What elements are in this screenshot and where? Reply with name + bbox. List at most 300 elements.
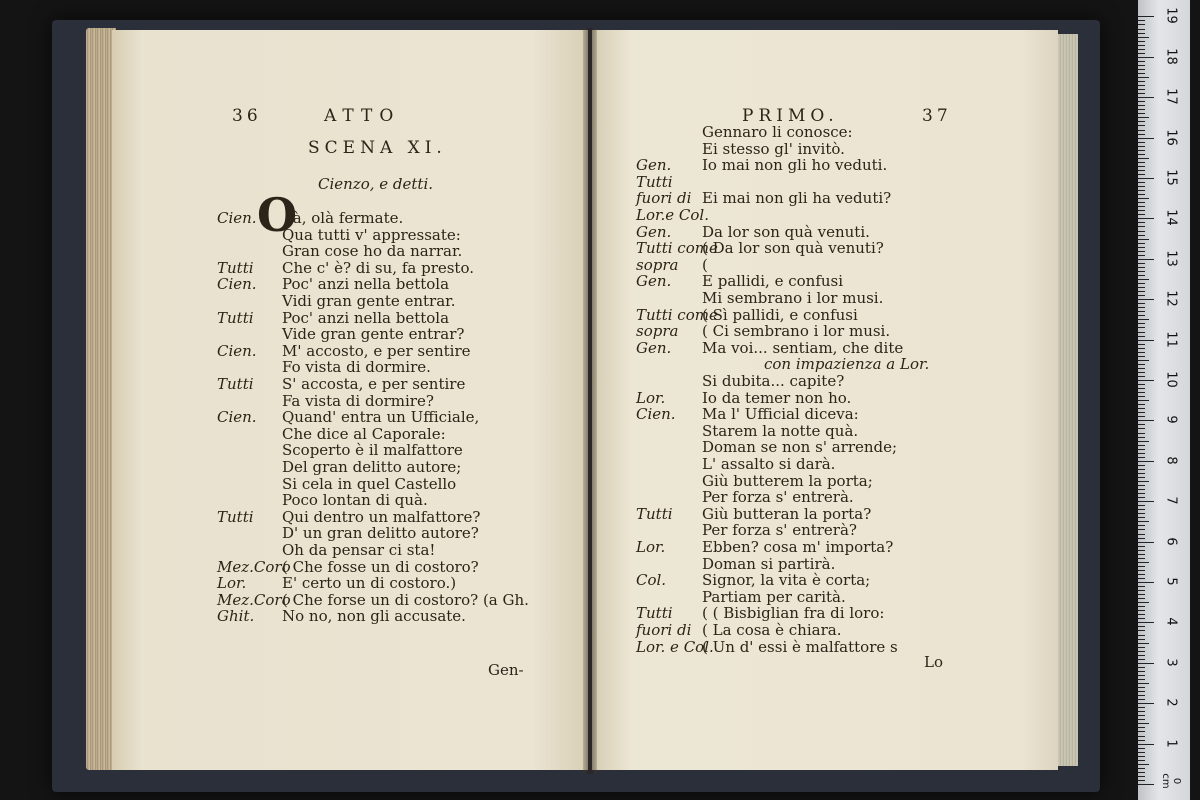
ruler-tick — [1138, 756, 1145, 757]
ruler-tick — [1138, 412, 1145, 413]
verse-line: ( ( Bisbiglian fra di loro: — [702, 604, 885, 623]
ruler-tick — [1138, 594, 1145, 595]
ruler-tick — [1138, 416, 1145, 417]
ruler-tick — [1138, 780, 1145, 781]
verse-line: ( Sì pallidi, e confusi — [702, 305, 858, 324]
ruler-tick — [1138, 764, 1149, 765]
ruler-tick — [1138, 445, 1145, 446]
speaker-label: Lor. e Col. — [636, 637, 714, 656]
ruler-tick — [1138, 695, 1145, 696]
verse-line: Partiam per carità. — [702, 587, 846, 606]
ruler-tick — [1138, 275, 1145, 276]
ruler-tick — [1138, 194, 1145, 195]
ruler-tick — [1138, 162, 1145, 163]
ruler-tick — [1138, 299, 1154, 300]
verse-line: Io da temer non ho. — [702, 388, 852, 407]
ruler-tick — [1138, 727, 1145, 728]
ruler-tick — [1138, 683, 1149, 684]
ruler-tick — [1138, 715, 1145, 716]
verse-line: No no, non gli accusate. — [282, 607, 466, 626]
ruler-tick — [1138, 538, 1145, 539]
ruler-tick — [1138, 707, 1145, 708]
ruler-tick — [1138, 396, 1145, 397]
speaker-label: Gen. — [636, 338, 672, 357]
ruler-tick — [1138, 255, 1145, 256]
ruler-tick — [1138, 154, 1145, 155]
verse-line: Gennaro li conosce: — [702, 123, 853, 141]
verse-line: ( La cosa è chiara. — [702, 621, 842, 639]
ruler-tick — [1138, 667, 1145, 668]
ruler-tick — [1138, 655, 1145, 656]
ruler-tick — [1138, 675, 1145, 676]
ruler-tick — [1138, 703, 1154, 704]
verse-line: Poco lontan di quà. — [282, 491, 428, 510]
ruler-tick — [1138, 198, 1149, 199]
ruler-tick — [1138, 748, 1145, 749]
ruler-tick — [1138, 271, 1145, 272]
ruler-number: 15 — [1163, 169, 1179, 186]
verse-line: Signor, la vita è corta; — [702, 571, 871, 590]
drop-cap: O — [257, 188, 298, 242]
ruler-number: 5 — [1163, 577, 1179, 586]
ruler-tick — [1138, 546, 1145, 547]
verse-line: Da lor son quà venuti. — [702, 222, 870, 241]
speaker-label: Mez.Coro — [217, 590, 291, 609]
verse-line: D' un gran delitto autore? — [282, 524, 479, 543]
ruler-tick — [1138, 635, 1145, 636]
ruler-tick — [1138, 73, 1145, 74]
ruler-tick — [1138, 138, 1154, 139]
ruler-tick — [1138, 267, 1145, 268]
ruler-tick — [1138, 469, 1145, 470]
speaker-label: Lor. — [636, 388, 666, 407]
ruler-tick — [1138, 174, 1145, 175]
ruler-tick — [1138, 45, 1145, 46]
ruler-number: 1 — [1163, 738, 1179, 748]
verse-line: là, olà fermate. — [288, 209, 404, 227]
ruler-tick — [1138, 517, 1145, 518]
speaker-label: Lor. — [217, 574, 247, 593]
verse-line: Doman si partirà. — [702, 554, 836, 573]
ruler-tick — [1138, 437, 1145, 438]
ruler-tick — [1138, 566, 1145, 567]
speaker-label: Tutti — [636, 504, 673, 523]
speaker-label: Tutti — [636, 172, 673, 191]
ruler-number: 7 — [1163, 496, 1179, 505]
ruler-tick — [1138, 485, 1145, 486]
scale-ruler — [1138, 0, 1190, 800]
ruler-tick — [1138, 105, 1145, 106]
ruler-tick — [1138, 130, 1145, 131]
ruler-tick — [1138, 61, 1145, 62]
right-catchword: Lo — [924, 653, 943, 671]
ruler-tick — [1138, 534, 1145, 535]
verse-line: Oh da pensar ci sta! — [282, 541, 436, 559]
ruler-tick — [1138, 752, 1145, 753]
speaker-label: Tutti — [217, 258, 254, 277]
ruler-tick — [1138, 360, 1149, 361]
ruler-tick — [1138, 24, 1145, 25]
ruler-tick — [1138, 158, 1149, 159]
ruler-tick — [1138, 29, 1145, 30]
ruler-tick — [1138, 639, 1145, 640]
speaker-label: fuori di — [636, 189, 692, 208]
ruler-tick — [1138, 356, 1145, 357]
ruler-tick — [1138, 239, 1149, 240]
verse-line: Vidi gran gente entrar. — [282, 292, 456, 310]
ruler-tick — [1138, 190, 1145, 191]
verse-line: M' accosto, e per sentire — [282, 341, 471, 360]
ruler-tick — [1138, 348, 1145, 349]
ruler-tick — [1138, 529, 1145, 530]
ruler-tick — [1138, 388, 1145, 389]
ruler-tick — [1138, 125, 1145, 126]
verse-line: S' accosta, e per sentire — [282, 375, 466, 393]
ruler-tick — [1138, 65, 1145, 66]
speaker-label: Cien. — [217, 275, 257, 294]
ruler-tick — [1138, 699, 1145, 700]
ruler-tick — [1138, 493, 1145, 494]
ruler-tick — [1138, 336, 1145, 337]
ruler-tick — [1138, 380, 1154, 381]
ruler-tick — [1138, 441, 1149, 442]
ruler-tick — [1138, 614, 1145, 615]
ruler-tick — [1138, 433, 1145, 434]
ruler-tick — [1138, 582, 1154, 583]
ruler-tick — [1138, 562, 1149, 563]
ruler-tick — [1138, 311, 1145, 312]
ruler-tick — [1138, 457, 1145, 458]
verse-line: E pallidi, e confusi — [702, 272, 844, 291]
ruler-tick — [1138, 243, 1145, 244]
ruler-tick — [1138, 121, 1145, 122]
ruler-tick — [1138, 332, 1145, 333]
ruler-tick — [1138, 424, 1145, 425]
verse-line: Ei stesso gl' invitò. — [702, 139, 845, 158]
ruler-tick — [1138, 178, 1154, 179]
verse-line: Scoperto è il malfattore — [282, 441, 463, 460]
ruler-tick — [1138, 671, 1145, 672]
ruler-tick — [1138, 33, 1145, 34]
ruler-tick — [1138, 53, 1145, 54]
ruler-tick — [1138, 392, 1145, 393]
speaker-label: Cien. — [217, 341, 257, 360]
verse-line: Si dubita... capite? — [702, 372, 845, 390]
verse-line: Qua tutti v' appressate: — [282, 225, 461, 244]
speaker-label: sopra — [636, 255, 679, 274]
ruler-tick — [1138, 142, 1145, 143]
ruler-number: 4 — [1163, 617, 1179, 627]
verse-line: Fo vista di dormire. — [282, 358, 431, 377]
speaker-label: Tutti come — [636, 239, 718, 258]
ruler-tick — [1138, 449, 1145, 450]
ruler-tick — [1138, 473, 1145, 474]
ruler-tick — [1138, 626, 1145, 627]
ruler-number: 18 — [1163, 48, 1179, 65]
ruler-tick — [1138, 251, 1145, 252]
ruler-number: 6 — [1163, 536, 1179, 546]
ruler-number: 17 — [1163, 88, 1179, 105]
ruler-tick — [1138, 481, 1149, 482]
ruler-number: 2 — [1163, 698, 1179, 707]
right-page-number: 37 — [922, 106, 952, 126]
speaker-label: Cien. — [217, 408, 257, 427]
ruler-tick — [1138, 776, 1145, 777]
verse-line: Doman se non s' arrende; — [702, 438, 898, 457]
ruler-number: 3 — [1163, 658, 1179, 667]
ruler-tick — [1138, 521, 1149, 522]
ruler-tick — [1138, 85, 1145, 86]
ruler-tick — [1138, 150, 1145, 151]
speaker-label: Tutti come — [636, 305, 718, 324]
verse-line: Per forza s' entrerà. — [702, 488, 854, 507]
speaker-label: Cien. — [217, 209, 257, 227]
verse-line: Per forza s' entrerà? — [702, 521, 857, 540]
ruler-tick — [1138, 602, 1149, 603]
verse-line: Giù butterem la porta; — [702, 471, 873, 490]
ruler-tick — [1138, 93, 1145, 94]
ruler-tick — [1138, 760, 1145, 761]
ruler-tick — [1138, 340, 1154, 341]
ruler-tick — [1138, 723, 1149, 724]
ruler-tick — [1138, 428, 1145, 429]
verse-line: Gran cose ho da narrar. — [282, 242, 463, 261]
ruler-tick — [1138, 659, 1145, 660]
ruler-tick — [1138, 598, 1145, 599]
ruler-number: 16 — [1163, 128, 1179, 146]
left-page-number: 36 — [232, 106, 262, 126]
ruler-tick — [1138, 170, 1145, 171]
ruler-tick — [1138, 37, 1149, 38]
ruler-tick — [1138, 344, 1145, 345]
ruler-tick — [1138, 283, 1145, 284]
ruler-tick — [1138, 327, 1145, 328]
ruler-tick — [1138, 736, 1145, 737]
ruler-tick — [1138, 525, 1145, 526]
verse-line: con impazienza a Lor. — [764, 355, 930, 374]
verse-line: Fa vista di dormire? — [282, 391, 434, 410]
verse-line: Vide gran gente entrar? — [282, 325, 465, 344]
ruler-tick — [1138, 89, 1145, 90]
ruler-tick — [1138, 465, 1145, 466]
left-catchword: Gen- — [488, 661, 524, 679]
ruler-tick — [1138, 784, 1154, 785]
speaker-label: sopra — [636, 322, 679, 341]
verse-line: Poc' anzi nella bettola — [282, 308, 450, 327]
verse-line: Mi sembrano i lor musi. — [702, 289, 884, 307]
ruler-tick — [1138, 315, 1145, 316]
ruler-tick — [1138, 49, 1145, 50]
ruler-tick — [1138, 259, 1154, 260]
ruler-tick — [1138, 323, 1145, 324]
ruler-tick — [1138, 134, 1145, 135]
ruler-tick — [1138, 643, 1149, 644]
scene-subtitle: Cienzo, e detti. — [318, 175, 434, 193]
ruler-number: 19 — [1163, 7, 1179, 25]
speaker-label: Ghit. — [217, 607, 255, 626]
ruler-tick — [1138, 210, 1145, 211]
ruler-tick — [1138, 679, 1145, 680]
verse-line: E' certo un di costoro.) — [282, 574, 457, 593]
ruler-tick — [1138, 477, 1145, 478]
ruler-number: 10 — [1163, 371, 1179, 388]
verse-line: L' assalto si darà. — [702, 455, 836, 473]
ruler-tick — [1138, 295, 1145, 296]
ruler-tick — [1138, 109, 1145, 110]
ruler-tick — [1138, 590, 1145, 591]
ruler-tick — [1138, 307, 1145, 308]
ruler-tick — [1138, 574, 1145, 575]
verse-line: Ma l' Ufficial diceva: — [702, 405, 859, 424]
speaker-label: Lor. — [636, 538, 666, 556]
verse-line: Poc' anzi nella bettola — [282, 275, 450, 294]
ruler-tick — [1138, 420, 1154, 421]
verse-line: Del gran delitto autore; — [282, 458, 462, 476]
ruler-number: 14 — [1163, 209, 1179, 227]
verse-line: ( Che fosse un di costoro? — [282, 557, 479, 576]
verse-line: Io mai non gli ho veduti. — [702, 156, 888, 175]
speaker-label: Gen. — [636, 222, 672, 241]
book-gutter — [583, 28, 597, 774]
ruler-tick — [1138, 554, 1145, 555]
ruler-tick — [1138, 558, 1145, 559]
left-running-head: ATTO — [324, 106, 401, 126]
ruler-tick — [1138, 586, 1145, 587]
ruler-tick — [1138, 372, 1145, 373]
ruler-tick — [1138, 731, 1145, 732]
ruler-tick — [1138, 352, 1145, 353]
ruler-tick — [1138, 711, 1145, 712]
ruler-tick — [1138, 453, 1145, 454]
ruler-tick — [1138, 368, 1145, 369]
right-running-head: PRIMO. — [742, 106, 839, 126]
verse-line: ( — [702, 255, 708, 274]
ruler-tick — [1138, 509, 1145, 510]
ruler-tick — [1138, 279, 1149, 280]
ruler-unit-label: 0 cm — [1160, 773, 1182, 789]
verse-line: Qui dentro un malfattore? — [282, 507, 481, 526]
verse-line: ( Ci sembrano i lor musi. — [702, 322, 891, 341]
ruler-tick — [1138, 630, 1145, 631]
ruler-tick — [1138, 247, 1145, 248]
ruler-tick — [1138, 542, 1154, 543]
ruler-tick — [1138, 740, 1145, 741]
ruler-tick — [1138, 303, 1145, 304]
speaker-label: Tutti — [217, 375, 254, 393]
ruler-tick — [1138, 618, 1145, 619]
ruler-tick — [1138, 384, 1145, 385]
ruler-number: 13 — [1163, 250, 1179, 267]
ruler-tick — [1138, 461, 1154, 462]
ruler-tick — [1138, 772, 1145, 773]
ruler-tick — [1138, 719, 1145, 720]
verse-line: ( Da lor son quà venuti? — [702, 239, 884, 258]
ruler-tick — [1138, 16, 1154, 17]
ruler-tick — [1138, 513, 1145, 514]
ruler-tick — [1138, 570, 1145, 571]
speaker-label: fuori di — [636, 621, 692, 639]
ruler-tick — [1138, 222, 1145, 223]
ruler-tick — [1138, 235, 1145, 236]
speaker-label: Lor.e Col. — [636, 206, 710, 224]
verse-line: Starem la notte quà. — [702, 421, 859, 440]
ruler-tick — [1138, 202, 1145, 203]
ruler-number: 11 — [1163, 330, 1179, 348]
ruler-tick — [1138, 319, 1149, 320]
ruler-tick — [1138, 117, 1149, 118]
right-page — [592, 30, 1058, 770]
ruler-tick — [1138, 146, 1145, 147]
verse-line: Si cela in quel Castello — [282, 474, 457, 493]
ruler-tick — [1138, 663, 1154, 664]
left-page — [112, 30, 588, 770]
verse-line: Che c' è? di su, fa presto. — [282, 258, 474, 277]
verse-line: Ebben? cosa m' importa? — [702, 538, 894, 556]
speaker-label: Tutti — [636, 604, 673, 623]
right-page-edges — [1056, 34, 1078, 766]
ruler-tick — [1138, 291, 1145, 292]
ruler-tick — [1138, 97, 1154, 98]
speaker-label: Gen. — [636, 272, 672, 291]
ruler-tick — [1138, 186, 1145, 187]
ruler-tick — [1138, 647, 1145, 648]
ruler-tick — [1138, 41, 1145, 42]
speaker-label: Mez.Coro — [217, 557, 291, 576]
ruler-tick — [1138, 505, 1145, 506]
ruler-tick — [1138, 376, 1145, 377]
ruler-tick — [1138, 364, 1145, 365]
verse-line: Giù butteran la porta? — [702, 504, 872, 523]
ruler-number: 9 — [1163, 415, 1179, 425]
speaker-label: Col. — [636, 571, 667, 590]
ruler-tick — [1138, 214, 1145, 215]
ruler-tick — [1138, 768, 1145, 769]
verse-line: Ei mai non gli ha veduti? — [702, 189, 892, 208]
ruler-tick — [1138, 501, 1154, 502]
ruler-tick — [1138, 218, 1154, 219]
ruler-tick — [1138, 691, 1145, 692]
ruler-tick — [1138, 400, 1149, 401]
ruler-tick — [1138, 77, 1149, 78]
ruler-tick — [1138, 622, 1154, 623]
ruler-tick — [1138, 206, 1145, 207]
verse-line: ( Un d' essi è malfattore s — [702, 637, 898, 656]
ruler-tick — [1138, 408, 1145, 409]
verse-line: Quand' entra un Ufficiale, — [282, 408, 480, 427]
ruler-tick — [1138, 744, 1154, 745]
ruler-tick — [1138, 404, 1145, 405]
ruler-tick — [1138, 687, 1145, 688]
verse-line: Ma voi... sentiam, che dite — [702, 338, 904, 357]
ruler-tick — [1138, 497, 1145, 498]
ruler-tick — [1138, 550, 1145, 551]
ruler-tick — [1138, 578, 1145, 579]
ruler-tick — [1138, 651, 1145, 652]
verse-line: Che dice al Caporale: — [282, 424, 446, 443]
speaker-label: Cien. — [636, 405, 676, 424]
speaker-label: Gen. — [636, 156, 672, 175]
ruler-tick — [1138, 57, 1154, 58]
ruler-tick — [1138, 610, 1145, 611]
ruler-tick — [1138, 231, 1145, 232]
ruler-tick — [1138, 287, 1145, 288]
ruler-tick — [1138, 606, 1145, 607]
ruler-tick — [1138, 69, 1145, 70]
verse-line: ( Che forse un di costoro? (a Gh. — [282, 590, 529, 609]
ruler-tick — [1138, 101, 1145, 102]
speaker-label: Tutti — [217, 507, 254, 526]
ruler-tick — [1138, 113, 1145, 114]
